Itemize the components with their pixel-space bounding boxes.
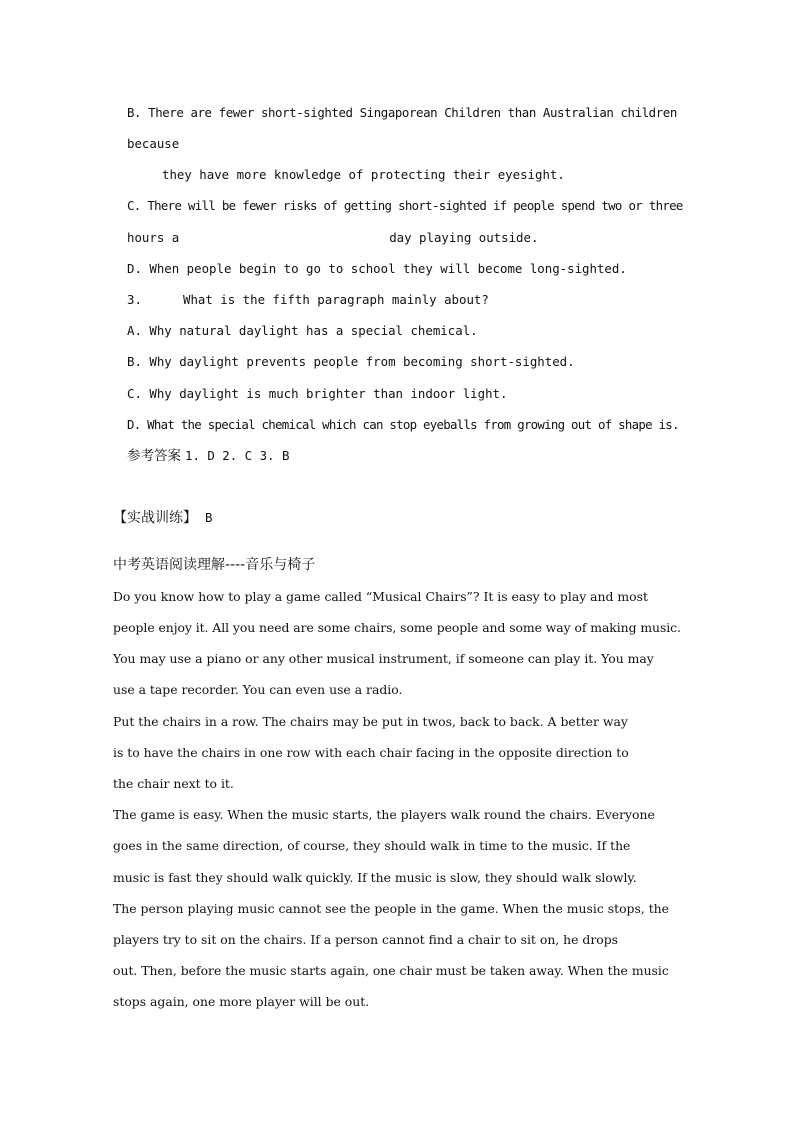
- passage-line: Do you know how to play a game called “Musical Chairs”? It is easy to play and most: [113, 589, 648, 604]
- q2-option-c-line2: [127, 230, 538, 246]
- passage-line: the chair next to it.: [113, 776, 234, 791]
- q3-option-c: C. Why daylight is much brighter than indoor light.: [127, 386, 508, 401]
- q2-option-d: D. When people begin to go to school they will become long-sighted.: [127, 261, 627, 276]
- q3-option-b: B. Why daylight prevents people from becoming short-sighted.: [127, 354, 575, 369]
- passage-line: use a tape recorder. You can even use a radio.: [113, 682, 403, 697]
- practice-section-header: [113, 510, 212, 526]
- practice-label: 【实战训练】: [113, 510, 197, 526]
- answer-key-values: 1. D 2. C 3. B: [184, 448, 290, 463]
- q3-number: 3.: [127, 292, 142, 307]
- passage-line: You may use a piano or any other musical instrument, if someone can play it. You may: [113, 651, 654, 666]
- passage-line: is to have the chairs in one row with each chair facing in the opposite direction to: [113, 745, 629, 760]
- answer-key-label: 参考答案: [127, 448, 181, 464]
- q2-option-c-line2-end: day playing outside.: [389, 230, 539, 245]
- passage-title: 中考英语阅读理解----音乐与椅子: [113, 557, 316, 573]
- q2-option-c-line1: C. There will be fewer risks of getting short-sighted if people spend two or three: [127, 198, 683, 213]
- passage-line: The game is easy. When the music starts, the players walk round the chairs. Everyone: [113, 807, 655, 822]
- passage-line: out. Then, before the music starts again, one chair must be taken away. When the music: [113, 963, 669, 978]
- passage-line: music is fast they should walk quickly. If the music is slow, they should walk slowly.: [113, 870, 637, 885]
- practice-level: B: [204, 510, 213, 525]
- q3-text: What is the fifth paragraph mainly about?: [183, 292, 489, 307]
- q2-option-b-line3: they have more knowledge of protecting their eyesight.: [162, 167, 565, 182]
- q3-option-d: D. What the special chemical which can stop eyeballs from growing out of shape is.: [127, 417, 679, 432]
- passage-line: The person playing music cannot see the people in the game. When the music stops, the: [113, 901, 669, 916]
- q2-option-b-line2: because: [127, 136, 180, 151]
- q2-option-b-line1: B. There are fewer short-sighted Singaporean Children than Australian children: [127, 105, 677, 120]
- answer-key: [127, 448, 289, 464]
- q2-option-c-line2-start: hours a: [127, 230, 180, 245]
- passage-line: goes in the same direction, of course, they should walk in time to the music. If the: [113, 838, 631, 853]
- passage-line: people enjoy it. All you need are some chairs, some people and some way of making music.: [113, 620, 681, 635]
- q3-option-a: A. Why natural daylight has a special chemical.: [127, 323, 478, 338]
- passage-line: Put the chairs in a row. The chairs may be put in twos, back to back. A better way: [113, 714, 628, 729]
- passage-line: players try to sit on the chairs. If a person cannot find a chair to sit on, he drops: [113, 932, 619, 947]
- passage-line: stops again, one more player will be out.: [113, 994, 370, 1009]
